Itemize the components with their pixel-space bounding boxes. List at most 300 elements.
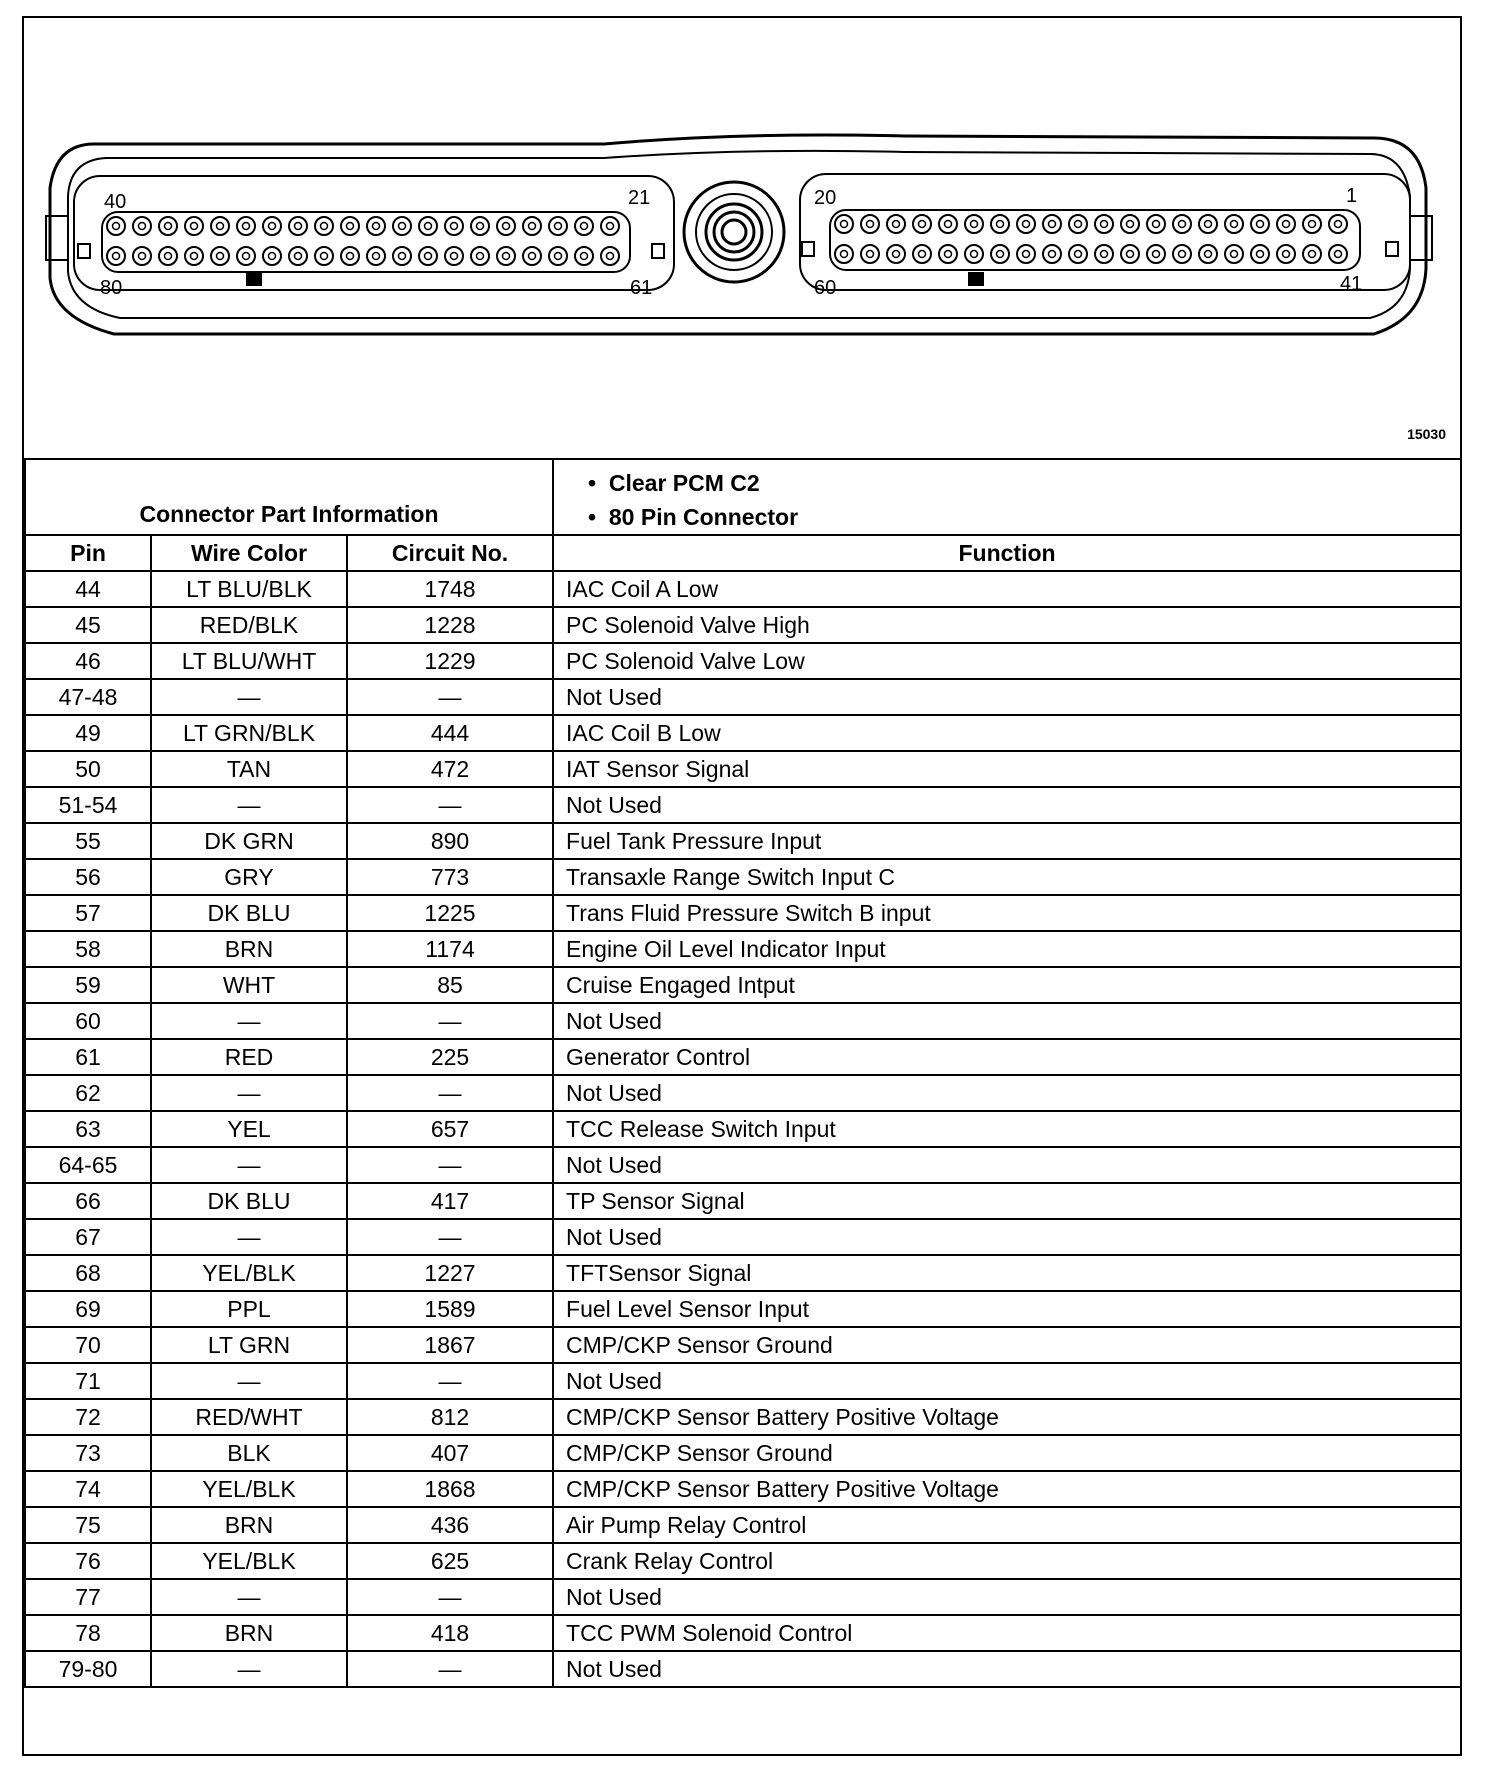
connector-pin-center — [1257, 221, 1264, 228]
connector-pin-center — [971, 221, 978, 228]
cell-circuit: 85 — [347, 967, 553, 1003]
connector-pin — [1043, 245, 1061, 263]
center-bolt-outer — [684, 182, 784, 282]
bullet-item: • 80 Pin Connector — [588, 504, 799, 530]
connector-bullets — [553, 459, 1461, 535]
cell-pin: 45 — [25, 607, 151, 643]
connector-pin — [289, 247, 307, 265]
cell-wire-color: GRY — [151, 859, 347, 895]
connector-pin — [367, 247, 385, 265]
center-bolt-ring-3 — [714, 212, 754, 252]
cell-wire-color: DK BLU — [151, 895, 347, 931]
connector-pin-center — [555, 253, 562, 260]
connector-pin — [263, 217, 281, 235]
col-header-pin: Pin — [25, 535, 151, 571]
table-row — [25, 1435, 1461, 1471]
cell-wire-color: WHT — [151, 967, 347, 1003]
cell-wire-color: BRN — [151, 1507, 347, 1543]
connector-pin — [965, 215, 983, 233]
cell-pin: 79-80 — [25, 1651, 151, 1687]
connector-pin-center — [893, 251, 900, 258]
connector-pin-center — [347, 223, 354, 230]
connector-pin — [1173, 215, 1191, 233]
connector-pin — [367, 217, 385, 235]
connector-pin-center — [1075, 251, 1082, 258]
table-row — [25, 607, 1461, 643]
cell-wire-color: BRN — [151, 1615, 347, 1651]
center-bolt-core — [722, 220, 746, 244]
cell-circuit: 1174 — [347, 931, 553, 967]
connector-pin — [601, 217, 619, 235]
connector-pin-center — [1257, 251, 1264, 258]
cell-function: Transaxle Range Switch Input C — [553, 859, 1461, 895]
connector-pin-center — [919, 251, 926, 258]
table-row — [25, 787, 1461, 823]
table-row — [25, 1543, 1461, 1579]
connector-pin — [887, 215, 905, 233]
connector-pin — [1147, 215, 1165, 233]
cell-circuit: — — [347, 1651, 553, 1687]
left-key-mark — [246, 272, 262, 286]
cell-wire-color: RED/WHT — [151, 1399, 347, 1435]
connector-pin-center — [425, 223, 432, 230]
connector-pin-center — [295, 223, 302, 230]
cell-circuit: — — [347, 1147, 553, 1183]
connector-pin — [991, 245, 1009, 263]
cell-function: IAC Coil B Low — [553, 715, 1461, 751]
right-key-slot-2 — [1386, 242, 1398, 256]
cell-wire-color: YEL/BLK — [151, 1471, 347, 1507]
cell-wire-color: — — [151, 1003, 347, 1039]
connector-pin-center — [373, 253, 380, 260]
table-row — [25, 751, 1461, 787]
cell-pin: 69 — [25, 1291, 151, 1327]
cell-circuit: 1589 — [347, 1291, 553, 1327]
table-row — [25, 1399, 1461, 1435]
cell-function: CMP/CKP Sensor Battery Positive Voltage — [553, 1471, 1461, 1507]
cell-function: Cruise Engaged Intput — [553, 967, 1461, 1003]
connector-pin — [913, 215, 931, 233]
connector-pin — [1121, 215, 1139, 233]
cell-pin: 57 — [25, 895, 151, 931]
cell-circuit: — — [347, 1579, 553, 1615]
connector-pin-center — [971, 251, 978, 258]
col-header-wire-color: Wire Color — [151, 535, 347, 571]
connector-pin-center — [1153, 251, 1160, 258]
connector-pin-center — [347, 253, 354, 260]
cell-function: Engine Oil Level Indicator Input — [553, 931, 1461, 967]
cell-wire-color: — — [151, 679, 347, 715]
connector-pin-center — [269, 253, 276, 260]
connector-pin-center — [295, 253, 302, 260]
cell-circuit: — — [347, 787, 553, 823]
connector-pin — [497, 217, 515, 235]
table-row — [25, 859, 1461, 895]
connector-pin — [211, 247, 229, 265]
left-key-slot-2 — [652, 244, 664, 258]
cell-function: CMP/CKP Sensor Battery Positive Voltage — [553, 1399, 1461, 1435]
cell-wire-color: — — [151, 1147, 347, 1183]
cell-function: Not Used — [553, 1363, 1461, 1399]
connector-pin — [289, 217, 307, 235]
connector-pin-center — [841, 221, 848, 228]
connector-pin — [1199, 215, 1217, 233]
connector-pin — [1303, 245, 1321, 263]
connector-pin — [133, 247, 151, 265]
cell-circuit: 417 — [347, 1183, 553, 1219]
cell-wire-color: PPL — [151, 1291, 347, 1327]
cell-wire-color: — — [151, 1363, 347, 1399]
cell-pin: 78 — [25, 1615, 151, 1651]
connector-pin-center — [1309, 251, 1316, 258]
cell-circuit: 773 — [347, 859, 553, 895]
table-row — [25, 1147, 1461, 1183]
right-key-slot — [802, 242, 814, 256]
connector-pin-center — [581, 223, 588, 230]
connector-pin — [1329, 215, 1347, 233]
connector-pin — [1095, 245, 1113, 263]
connector-pin — [523, 217, 541, 235]
table-row — [25, 1651, 1461, 1687]
cell-function: Not Used — [553, 1219, 1461, 1255]
bullet-text: Clear PCM C2 — [608, 470, 760, 496]
connector-pin — [1251, 215, 1269, 233]
connector-pin-center — [841, 251, 848, 258]
connector-pin — [1017, 215, 1035, 233]
connector-pin — [107, 247, 125, 265]
pin-label-60: 60 — [814, 277, 837, 299]
connector-pin — [887, 245, 905, 263]
connector-pin-center — [503, 253, 510, 260]
cell-wire-color: RED/BLK — [151, 607, 347, 643]
connector-outline — [50, 135, 1426, 334]
connector-pin — [1173, 245, 1191, 263]
connector-pin-center — [1283, 221, 1290, 228]
cell-function: Not Used — [553, 1003, 1461, 1039]
connector-pin — [133, 217, 151, 235]
cell-pin: 67 — [25, 1219, 151, 1255]
connector-pin-center — [165, 223, 172, 230]
connector-pin — [1329, 245, 1347, 263]
table-row — [25, 1255, 1461, 1291]
cell-function: Not Used — [553, 1147, 1461, 1183]
pin-label-20: 20 — [814, 187, 837, 209]
connector-pin-center — [1049, 221, 1056, 228]
cell-pin: 66 — [25, 1183, 151, 1219]
connector-pin — [497, 247, 515, 265]
connector-pin — [1303, 215, 1321, 233]
connector-pin — [1225, 245, 1243, 263]
cell-function: CMP/CKP Sensor Ground — [553, 1435, 1461, 1471]
cell-pin: 50 — [25, 751, 151, 787]
connector-pin-center — [113, 253, 120, 260]
right-key-mark — [968, 272, 984, 286]
connector-pin — [939, 245, 957, 263]
cell-function: PC Solenoid Valve Low — [553, 643, 1461, 679]
cell-function: IAC Coil A Low — [553, 571, 1461, 607]
cell-circuit: 1748 — [347, 571, 553, 607]
connector-pin-center — [529, 253, 536, 260]
connector-pin — [1277, 215, 1295, 233]
cell-circuit: 444 — [347, 715, 553, 751]
table-row — [25, 1471, 1461, 1507]
cell-circuit: 436 — [347, 1507, 553, 1543]
cell-wire-color: BLK — [151, 1435, 347, 1471]
connector-pin-center — [997, 251, 1004, 258]
connector-pin-center — [243, 253, 250, 260]
connector-pin — [1017, 245, 1035, 263]
cell-function: TCC PWM Solenoid Control — [553, 1615, 1461, 1651]
connector-pin-center — [503, 223, 510, 230]
connector-pin — [1069, 245, 1087, 263]
pin-label-21: 21 — [628, 187, 651, 209]
connector-pin-center — [997, 221, 1004, 228]
cell-circuit: 1867 — [347, 1327, 553, 1363]
cell-circuit: — — [347, 1363, 553, 1399]
cell-pin: 61 — [25, 1039, 151, 1075]
connector-pin — [861, 245, 879, 263]
cell-circuit: 472 — [347, 751, 553, 787]
cell-wire-color: — — [151, 1651, 347, 1687]
connector-pin-center — [425, 253, 432, 260]
connector-pin-center — [139, 253, 146, 260]
connector-part-info-title: Connector Part Information — [25, 459, 553, 535]
figure-number: 15030 — [1407, 426, 1446, 442]
cell-function: Generator Control — [553, 1039, 1461, 1075]
cell-pin: 51-54 — [25, 787, 151, 823]
connector-pin — [523, 247, 541, 265]
cell-wire-color: — — [151, 1219, 347, 1255]
connector-pin-center — [217, 253, 224, 260]
connector-pin-center — [113, 223, 120, 230]
cell-pin: 68 — [25, 1255, 151, 1291]
pinout-rows — [25, 571, 1461, 1687]
cell-pin: 60 — [25, 1003, 151, 1039]
cell-wire-color: YEL/BLK — [151, 1543, 347, 1579]
cell-function: Fuel Tank Pressure Input — [553, 823, 1461, 859]
cell-circuit: 1225 — [347, 895, 553, 931]
table-row — [25, 1039, 1461, 1075]
cell-circuit: — — [347, 1003, 553, 1039]
connector-pin — [1251, 245, 1269, 263]
cell-pin: 46 — [25, 643, 151, 679]
table-row — [25, 643, 1461, 679]
cell-wire-color: DK GRN — [151, 823, 347, 859]
cell-function: Not Used — [553, 679, 1461, 715]
connector-pin — [1069, 215, 1087, 233]
table-row — [25, 1327, 1461, 1363]
connector-pin-center — [555, 223, 562, 230]
cell-wire-color: LT GRN/BLK — [151, 715, 347, 751]
connector-pin-center — [867, 221, 874, 228]
table-row — [25, 1075, 1461, 1111]
connector-pin — [393, 247, 411, 265]
cell-circuit: 812 — [347, 1399, 553, 1435]
connector-pin-center — [451, 223, 458, 230]
connector-pin — [1147, 245, 1165, 263]
connector-pin-center — [1127, 251, 1134, 258]
connector-pin-center — [1127, 221, 1134, 228]
table-row — [25, 1003, 1461, 1039]
cell-wire-color: TAN — [151, 751, 347, 787]
cell-wire-color: BRN — [151, 931, 347, 967]
connector-pin-center — [373, 223, 380, 230]
connector-pin-center — [1023, 221, 1030, 228]
table-row — [25, 1615, 1461, 1651]
cell-wire-color: LT GRN — [151, 1327, 347, 1363]
cell-function: TP Sensor Signal — [553, 1183, 1461, 1219]
connector-pin — [185, 217, 203, 235]
col-header-circuit: Circuit No. — [347, 535, 553, 571]
column-header-row — [25, 535, 1461, 571]
cell-wire-color: DK BLU — [151, 1183, 347, 1219]
connector-pin — [419, 247, 437, 265]
header-info-row — [25, 459, 1461, 535]
cell-pin: 63 — [25, 1111, 151, 1147]
connector-pin — [835, 245, 853, 263]
connector-pin — [1277, 245, 1295, 263]
cell-pin: 76 — [25, 1543, 151, 1579]
connector-pin — [549, 217, 567, 235]
cell-function: IAT Sensor Signal — [553, 751, 1461, 787]
cell-function: Crank Relay Control — [553, 1543, 1461, 1579]
table-row — [25, 967, 1461, 1003]
cell-circuit: 225 — [347, 1039, 553, 1075]
cell-pin: 58 — [25, 931, 151, 967]
connector-pin-center — [1101, 221, 1108, 228]
cell-function: Air Pump Relay Control — [553, 1507, 1461, 1543]
connector-pin-center — [321, 253, 328, 260]
connector-pin-center — [1101, 251, 1108, 258]
cell-wire-color: — — [151, 787, 347, 823]
connector-pin — [471, 217, 489, 235]
connector-pin — [341, 247, 359, 265]
connector-pin — [315, 217, 333, 235]
cell-pin: 77 — [25, 1579, 151, 1615]
table-row — [25, 1291, 1461, 1327]
connector-pin-center — [1075, 221, 1082, 228]
cell-pin: 55 — [25, 823, 151, 859]
connector-pin — [211, 217, 229, 235]
table-row — [25, 1219, 1461, 1255]
cell-wire-color: — — [151, 1579, 347, 1615]
cell-wire-color: YEL — [151, 1111, 347, 1147]
connector-pin-center — [893, 221, 900, 228]
cell-pin: 62 — [25, 1075, 151, 1111]
cell-pin: 70 — [25, 1327, 151, 1363]
connector-diagram — [24, 18, 1460, 458]
connector-pin — [237, 247, 255, 265]
table-row — [25, 931, 1461, 967]
connector-pin — [185, 247, 203, 265]
connector-pin — [159, 217, 177, 235]
connector-pin-center — [1179, 251, 1186, 258]
cell-circuit: 890 — [347, 823, 553, 859]
connector-pin — [471, 247, 489, 265]
connector-pin-center — [607, 223, 614, 230]
cell-pin: 75 — [25, 1507, 151, 1543]
connector-pin-center — [607, 253, 614, 260]
connector-pin — [445, 247, 463, 265]
connector-pin — [263, 247, 281, 265]
connector-pin — [107, 217, 125, 235]
connector-pin — [1043, 215, 1061, 233]
cell-function: Not Used — [553, 1579, 1461, 1615]
cell-function: Not Used — [553, 787, 1461, 823]
connector-pin-center — [477, 253, 484, 260]
cell-pin: 72 — [25, 1399, 151, 1435]
cell-function: CMP/CKP Sensor Ground — [553, 1327, 1461, 1363]
cell-pin: 71 — [25, 1363, 151, 1399]
connector-pin-center — [321, 223, 328, 230]
cell-wire-color: RED — [151, 1039, 347, 1075]
right-latch-tab — [1410, 216, 1432, 260]
cell-function: TCC Release Switch Input — [553, 1111, 1461, 1147]
table-row — [25, 571, 1461, 607]
cell-pin: 49 — [25, 715, 151, 751]
table-row — [25, 1111, 1461, 1147]
connector-pin-center — [1335, 251, 1342, 258]
connector-pin — [419, 217, 437, 235]
left-pin-array — [107, 217, 619, 265]
connector-pin-center — [451, 253, 458, 260]
table-row — [25, 1363, 1461, 1399]
connector-pin-center — [919, 221, 926, 228]
connector-pin — [939, 215, 957, 233]
pin-label-40: 40 — [104, 191, 127, 213]
connector-pin — [159, 247, 177, 265]
cell-wire-color: LT BLU/WHT — [151, 643, 347, 679]
connector-pin — [1121, 245, 1139, 263]
cell-pin: 64-65 — [25, 1147, 151, 1183]
cell-pin: 59 — [25, 967, 151, 1003]
connector-pin — [237, 217, 255, 235]
connector-pin-center — [1335, 221, 1342, 228]
cell-function: Fuel Level Sensor Input — [553, 1291, 1461, 1327]
connector-pin-center — [243, 223, 250, 230]
cell-pin: 73 — [25, 1435, 151, 1471]
cell-circuit: 407 — [347, 1435, 553, 1471]
cell-function: Trans Fluid Pressure Switch B input — [553, 895, 1461, 931]
connector-pin — [913, 245, 931, 263]
col-header-function: Function — [553, 535, 1461, 571]
connector-pin-center — [1179, 221, 1186, 228]
table-row — [25, 1507, 1461, 1543]
table-row — [25, 679, 1461, 715]
bullet-text: 80 Pin Connector — [608, 504, 799, 530]
cell-wire-color: YEL/BLK — [151, 1255, 347, 1291]
pin-label-1: 1 — [1346, 185, 1358, 207]
cell-circuit: — — [347, 679, 553, 715]
pin-label-80: 80 — [100, 277, 123, 299]
connector-pin-center — [477, 223, 484, 230]
connector-pin-center — [1049, 251, 1056, 258]
connector-pin — [393, 217, 411, 235]
connector-pin-center — [1205, 251, 1212, 258]
cell-circuit: — — [347, 1219, 553, 1255]
page-frame — [22, 16, 1462, 1756]
table-row — [25, 715, 1461, 751]
connector-pin-center — [1153, 221, 1160, 228]
cell-pin: 44 — [25, 571, 151, 607]
connector-pin-center — [269, 223, 276, 230]
cell-circuit: 418 — [347, 1615, 553, 1651]
table-row — [25, 1183, 1461, 1219]
right-pin-array — [835, 215, 1347, 263]
cell-pin: 74 — [25, 1471, 151, 1507]
cell-function: TFTSensor Signal — [553, 1255, 1461, 1291]
cell-function: Not Used — [553, 1075, 1461, 1111]
